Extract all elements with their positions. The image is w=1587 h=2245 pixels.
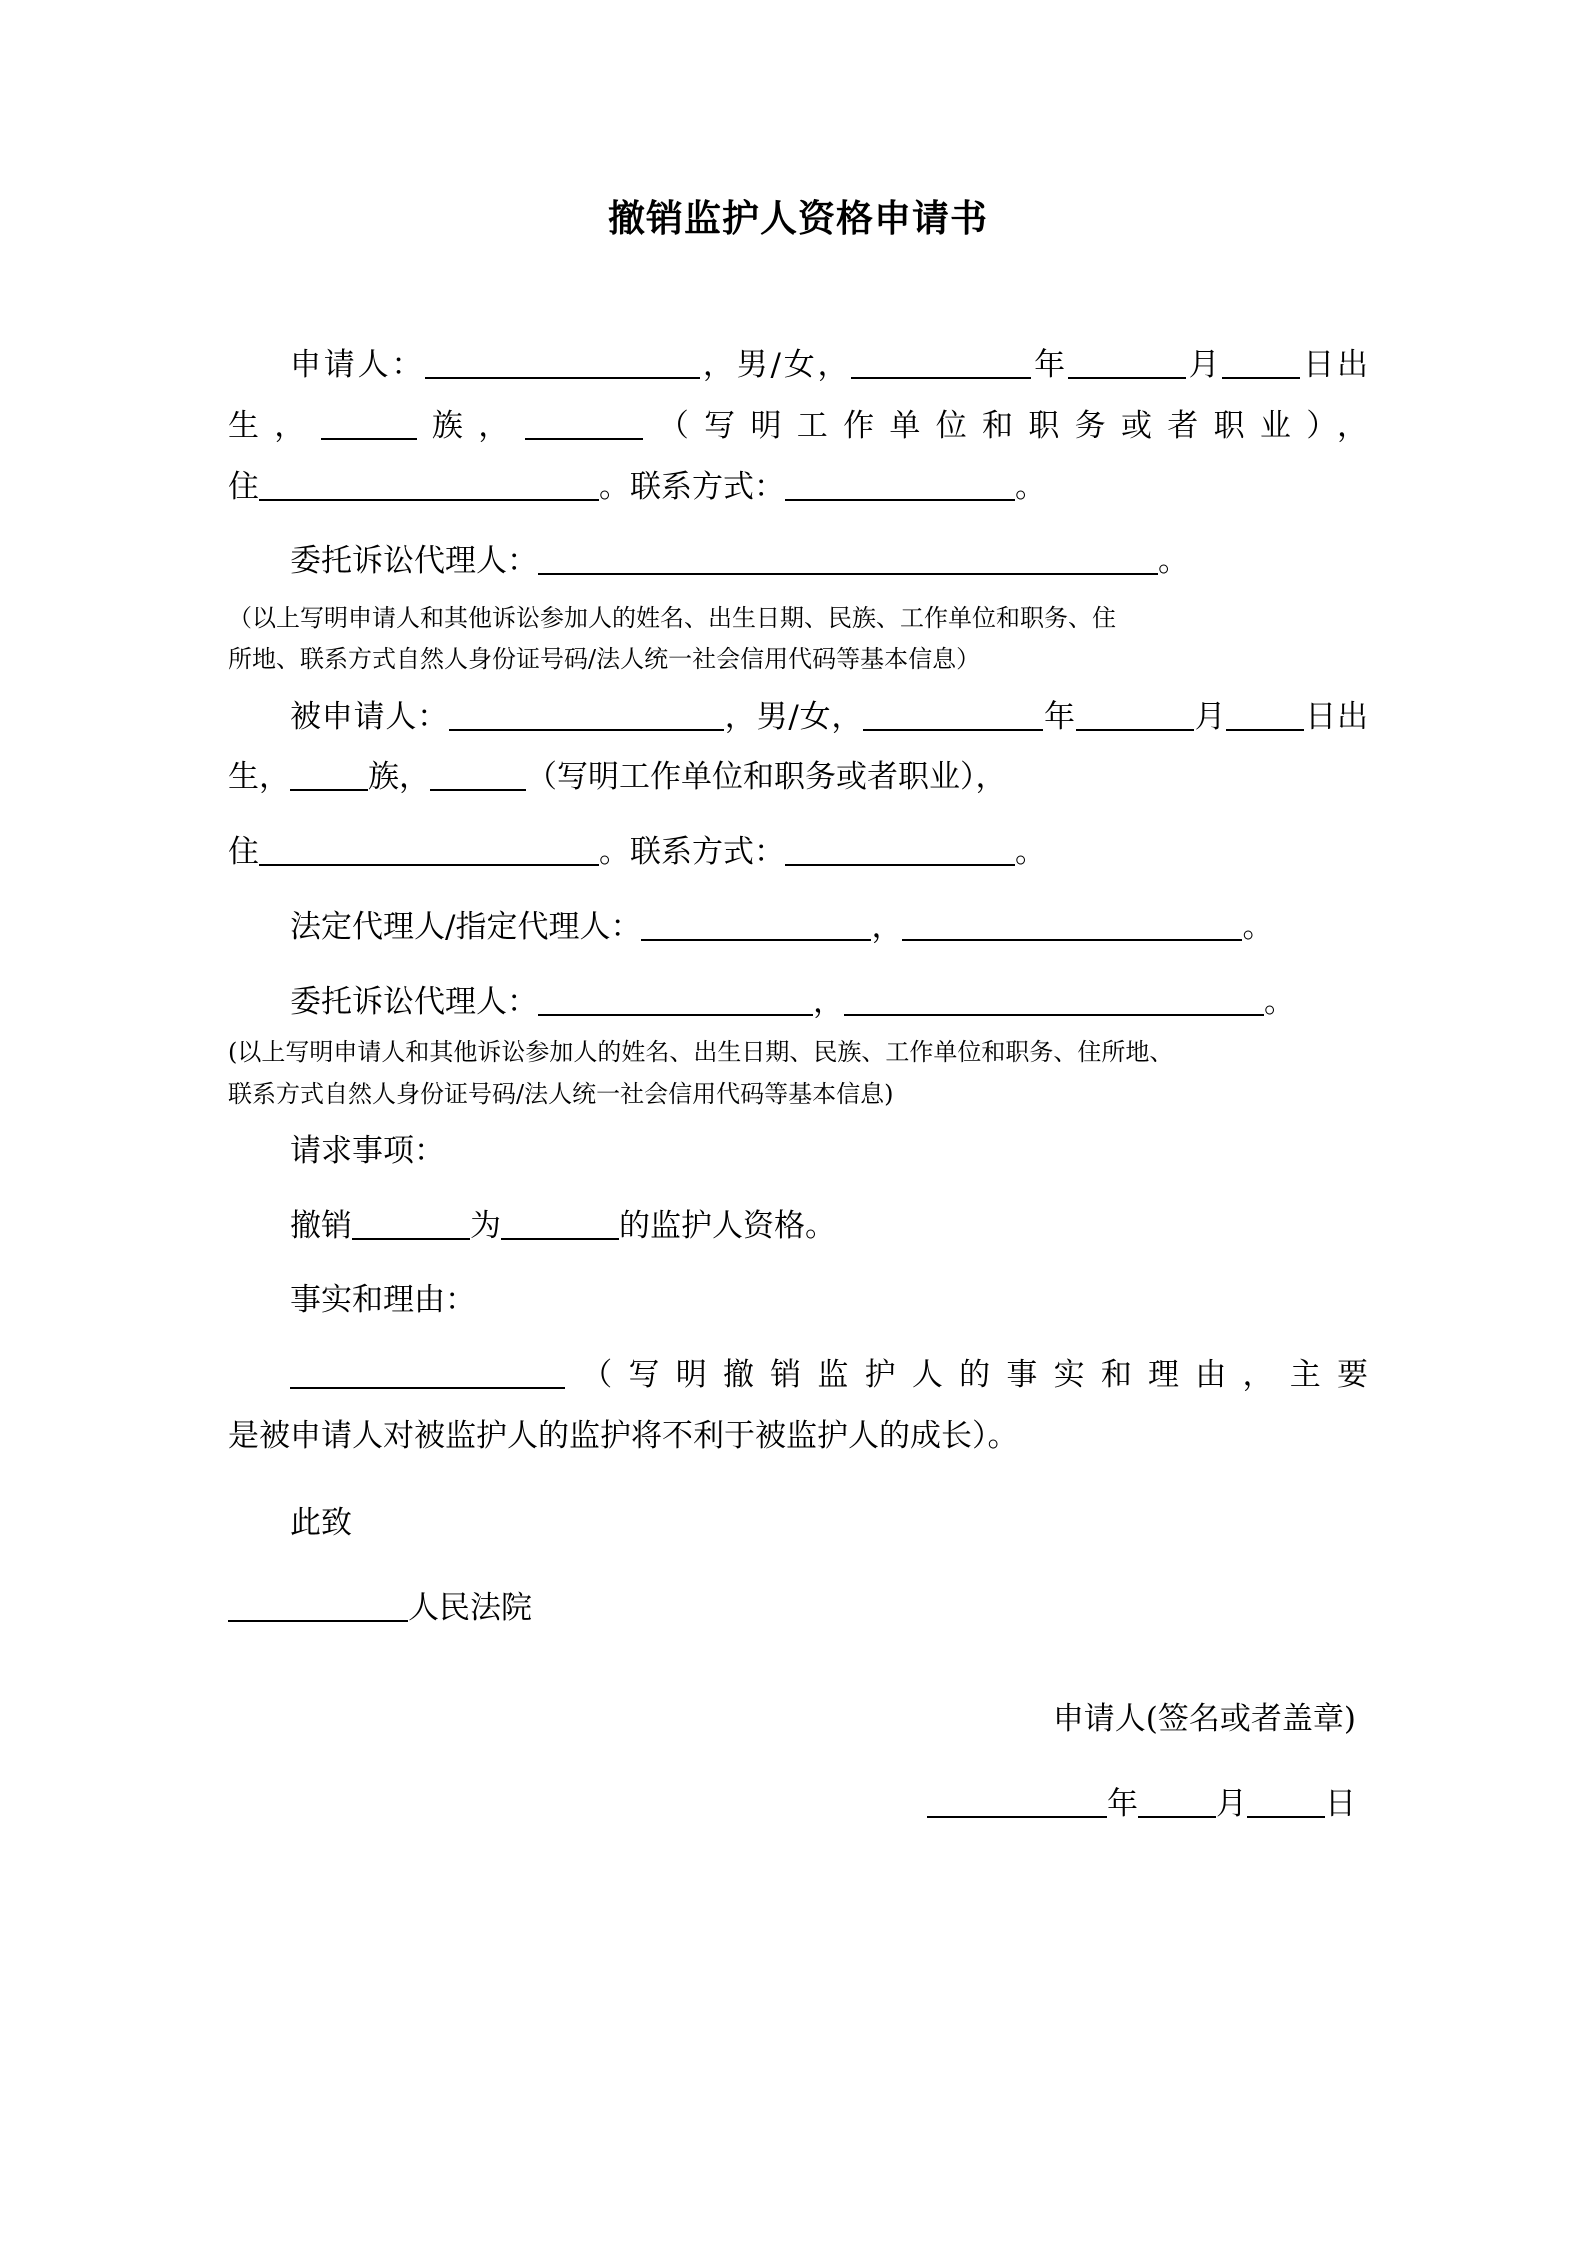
applicant-note-line-2: 所地、联系方式自然人身份证号码/法人统一社会信用代码等基本信息）	[228, 645, 981, 674]
respondent-occupation-hint: （写明工作单位和职务或者职业）	[526, 759, 976, 796]
respondent-contact-label: 。联系方式：	[599, 834, 785, 871]
spacer	[228, 1182, 1368, 1196]
spacer	[228, 1256, 1368, 1270]
respondent-note-line-2: 联系方式自然人身份证号码/法人统一社会信用代码等基本信息)	[228, 1079, 894, 1108]
closing-court-line	[228, 1579, 1368, 1638]
respondent-note-line-1: (以上写明申请人和其他诉讼参加人的姓名、出生日期、民族、工作单位和职务、住所地、	[228, 1038, 1174, 1067]
applicant-day-label: 日出	[1300, 347, 1369, 384]
respondent-birth-cont: 生，	[228, 759, 290, 796]
respondent-legal-agent-name-blank[interactable]	[641, 913, 871, 941]
spacer	[228, 1664, 1368, 1690]
date-day-label: 日	[1325, 1786, 1356, 1823]
applicant-address-blank[interactable]	[259, 473, 599, 501]
spacer	[228, 958, 1368, 972]
signature-line: 申请人(签名或者盖章)	[1052, 1701, 1356, 1738]
respondent-agent-name-blank[interactable]	[538, 988, 813, 1016]
applicant-agent-blank[interactable]	[538, 547, 1158, 575]
spacer	[228, 1331, 1368, 1345]
facts-hint-part1: （写明撤销监护人的事实和理由，主要	[565, 1357, 1368, 1394]
respondent-line-2	[228, 747, 1368, 808]
respondent-agent-label: 委托诉讼代理人：	[290, 983, 538, 1020]
applicant-birth-day-blank[interactable]	[1222, 351, 1300, 379]
facts-line-2: 是被申请人对被监护人的监护将不利于被监护人的成长）。	[228, 1417, 1019, 1454]
respondent-line-3	[228, 822, 1368, 883]
respondent-year-label: 年	[1043, 698, 1076, 735]
closing-cizhi: 此致	[290, 1504, 352, 1541]
respondent-line3-end: 。	[1015, 834, 1046, 871]
claims-ward-blank[interactable]	[501, 1212, 619, 1240]
respondent-legal-agent-line	[228, 897, 1368, 958]
respondent-ethnic-blank[interactable]	[290, 763, 368, 791]
respondent-legal-agent-end: 。	[1242, 908, 1274, 945]
spacer	[228, 1749, 1368, 1775]
document-content	[228, 0, 1368, 1834]
respondent-sex-text: ，男/女，	[723, 698, 864, 735]
respondent-agent-end: 。	[1264, 983, 1295, 1020]
facts-detail-blank[interactable]	[290, 1361, 565, 1389]
spacer	[228, 1553, 1368, 1579]
applicant-occupation-hint: （写明工作单位和职务或者职业）	[642, 407, 1338, 444]
claims-statement	[228, 1196, 1368, 1257]
applicant-occupation-blank[interactable]	[525, 412, 643, 440]
spacer	[228, 883, 1368, 897]
respondent-occupation-blank[interactable]	[430, 763, 526, 791]
applicant-ethnic-blank[interactable]	[321, 412, 417, 440]
applicant-agent-line	[228, 531, 1368, 592]
date-day-blank[interactable]	[1247, 1790, 1325, 1818]
respondent-agent-sep: ，	[813, 983, 844, 1020]
respondent-birth-year-blank[interactable]	[863, 703, 1043, 731]
respondent-agent-line	[228, 972, 1368, 1033]
respondent-address-blank[interactable]	[259, 838, 599, 866]
respondent-ethnic-label: 族，	[368, 759, 430, 796]
court-suffix-label: 人民法院	[408, 1590, 532, 1627]
court-name-blank[interactable]	[228, 1594, 408, 1622]
applicant-ethnic-label: 族，	[416, 407, 525, 444]
claims-revoke-label: 撤销	[290, 1207, 352, 1244]
date-month-label: 月	[1216, 1786, 1247, 1823]
applicant-line3-end: 。	[1015, 468, 1046, 505]
applicant-birth-month-blank[interactable]	[1068, 351, 1186, 379]
applicant-line2-end: ，	[1337, 407, 1369, 444]
spacer	[228, 1467, 1368, 1493]
date-line	[228, 1775, 1368, 1834]
body-block	[228, 335, 1368, 1834]
applicant-line-1	[228, 335, 1368, 396]
claims-for-label: 为	[470, 1207, 501, 1244]
applicant-label: 申请人：	[290, 347, 426, 384]
respondent-month-label: 月	[1193, 698, 1227, 735]
applicant-sex-text: ，男/女，	[700, 347, 852, 384]
spacer	[228, 517, 1368, 531]
applicant-contact-label: 。联系方式：	[599, 468, 785, 505]
respondent-contact-blank[interactable]	[785, 838, 1015, 866]
applicant-line-3	[228, 457, 1368, 518]
respondent-name-blank[interactable]	[449, 703, 724, 731]
respondent-legal-agent-info-blank[interactable]	[902, 913, 1242, 941]
claims-guardian-label: 的监护人资格。	[619, 1207, 836, 1244]
respondent-legal-agent-sep: ，	[871, 908, 903, 945]
applicant-note-line-1: （以上写明申请人和其他诉讼参加人的姓名、出生日期、民族、工作单位和职务、住	[228, 604, 1116, 633]
spacer	[228, 808, 1368, 822]
claims-heading: 请求事项：	[290, 1132, 445, 1169]
applicant-birth-cont: 生，	[228, 407, 321, 444]
date-year-label: 年	[1107, 1786, 1138, 1823]
facts-heading: 事实和理由：	[290, 1282, 476, 1319]
respondent-label: 被申请人：	[290, 698, 449, 735]
date-month-blank[interactable]	[1138, 1790, 1216, 1818]
date-year-blank[interactable]	[927, 1790, 1107, 1818]
applicant-line-2	[228, 396, 1368, 457]
claims-revoke-subject-blank[interactable]	[352, 1212, 470, 1240]
applicant-agent-label: 委托诉讼代理人：	[290, 543, 538, 580]
respondent-birth-day-blank[interactable]	[1226, 703, 1304, 731]
respondent-birth-month-blank[interactable]	[1076, 703, 1194, 731]
respondent-line2-end: ，	[975, 759, 1007, 796]
applicant-agent-end: 。	[1158, 543, 1189, 580]
page-title: 撤销监护人资格申请书	[608, 197, 988, 240]
applicant-name-blank[interactable]	[425, 351, 700, 379]
facts-line-1	[228, 1345, 1368, 1406]
respondent-day-label: 日出	[1304, 698, 1368, 735]
respondent-address-label: 住	[228, 834, 259, 871]
applicant-contact-blank[interactable]	[785, 473, 1015, 501]
respondent-agent-info-blank[interactable]	[844, 988, 1264, 1016]
applicant-birth-year-blank[interactable]	[851, 351, 1031, 379]
applicant-month-label: 月	[1185, 347, 1223, 384]
respondent-legal-agent-label: 法定代理人/指定代理人：	[290, 908, 642, 945]
applicant-address-label: 住	[228, 468, 259, 505]
respondent-line-1	[228, 687, 1368, 748]
applicant-year-label: 年	[1031, 347, 1068, 384]
spacer	[228, 1638, 1368, 1664]
